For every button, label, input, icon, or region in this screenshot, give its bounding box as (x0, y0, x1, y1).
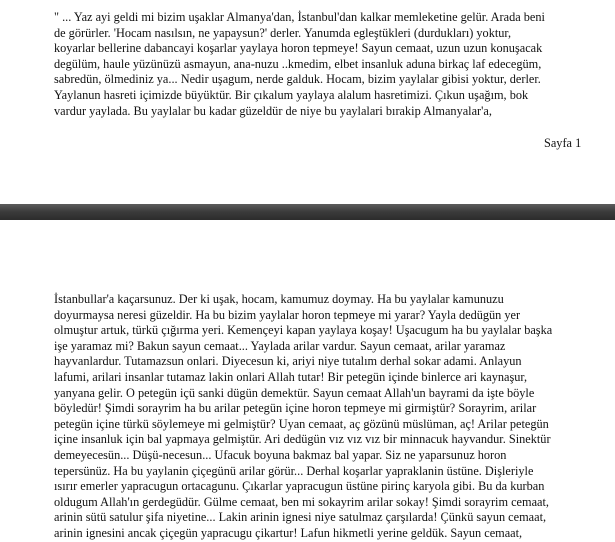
document-page-2 (0, 220, 615, 540)
text-line: Yaylanun hasreti içimizde büyüktür. Bir çıkalum yaylaya alalum hasretimizi. Çıkun uşağım, bok (54, 87, 529, 102)
text-line: de görürler. 'Hocam nasılsın, ne yapaysun?' derler. Yanumda eglеştükleri (durdukları) yoktur, (54, 25, 512, 40)
text-line: böyledür! Şimdi sorayrim ha bu arilar petegün içine horon tepmeye mi girmiştür? Sorayrim, arilar (54, 401, 537, 416)
text-line: sabredün, ölmediniz ya... Nedir uşagum, nerde galduk. Hocam, bizim yaylalar gibisi yoktur, derler. (54, 72, 541, 87)
text-line: " ... Yaz ayi geldi mi bizim uşaklar Almanya'dan, İstanbul'dan kalkar memleketine gelür. Arada beni (54, 10, 545, 24)
text-line: vardur yaylada. Bu yaylalar bu kadar güzeldür de niye bu yaylalari bırakip Almanyalar'a, (54, 103, 492, 118)
text-line: hayvanlardur. Tutamazsun onlari. Diyecesun ki, ariyi niye tutalım derhal sokar adami. Anlayun (54, 354, 522, 369)
page-1-paragraph (54, 10, 584, 119)
text-line: oldugum Allah'ın gerdegüdür. Gülme cemaat, ben mi sokayrim arilar sokay! Şimdi sorayrim cemaat, (54, 494, 549, 509)
text-line: doyurmaysa neresi güzeldir. Ha bu bizim yaylalar horon tepmeye mi yarar? Yayla dedügün yer (54, 307, 521, 322)
text-line: içine insanluk için bal yapmaya gelmiştür. Ari dedügün vız vız vız bir minnacuk hayvandur. Sinektür (54, 432, 551, 447)
text-line: işe yaramaz mi? Bakun sayun cemaat... Yaylada arilar vardur. Sayun cemaat, arilar yaramaz (54, 338, 506, 353)
text-line: petegün içine türkü söylemeye mi gelmiştür? Uyan cemaat, aç gözünü müslüman, aç! Arilar petegün (54, 416, 549, 431)
page-2-paragraph (54, 292, 584, 542)
text-line: olmuştur artuk, türkü çığırma yeri. Kemençeyi kapan yaylaya koşay! Uşacugum ha bu yaylalar başka (54, 323, 553, 338)
text-line: lafumi, arilari insanlar tutamaz lakin onlari Allah tutar! Bir petegün içinde binlerce ari kaynaşur, (54, 369, 528, 384)
text-line: demeyecesün... Düşü-necesun... Ufacuk boyuna bakmaz bal yapar. Siz ne yaparsunuz horon (54, 447, 507, 462)
text-line: degülüm, haule yüzünüzü asmayun, ana-nuzu ..kmedim, elbet insanluk aduna birkaç laf edecegüm, (54, 56, 542, 71)
text-line: koyarlar bellerine dabancayi koşarlar yaylaya horon tepmeye! Sayun cemaat, uzun uzun konuşacak (54, 41, 543, 56)
text-line: arinin ignesini ancak çiçegün yapracugu çikartur! Lafun hikmetli yerine geldük. Sayun cemaat, (54, 525, 523, 540)
page-separator (0, 204, 615, 220)
document-page-1 (0, 0, 615, 204)
text-line: İstanbullar'a kaçarsunuz. Der ki uşak, hocam, kamumuz doymay. Ha bu yaylalar kamunuzu (54, 292, 504, 306)
text-line: arinin sütü satulur şifa niyetine... Lakin arinin ignesi niye satulmaz çarşılarda! Çünkü sayun cemaat, (54, 510, 547, 525)
page-number: Sayfa 1 (544, 136, 582, 150)
text-line: ısırır emerler yapracugun ortacagunu. Çıkarlar yapracugun üstüne pirinç karyola gibi. Bu da kurban (54, 479, 545, 494)
text-line: tepersünüz. Ha bu yaylanin çiçegünü arilar görür... Derhal koşarlar yapraklanin üstüne. Dişleriyle (54, 463, 534, 478)
text-line: yanyana gelir. O petegün içü sanki dügün demektür. Sayun cemaat Allah'un bayrami da işte böyle (54, 385, 535, 400)
